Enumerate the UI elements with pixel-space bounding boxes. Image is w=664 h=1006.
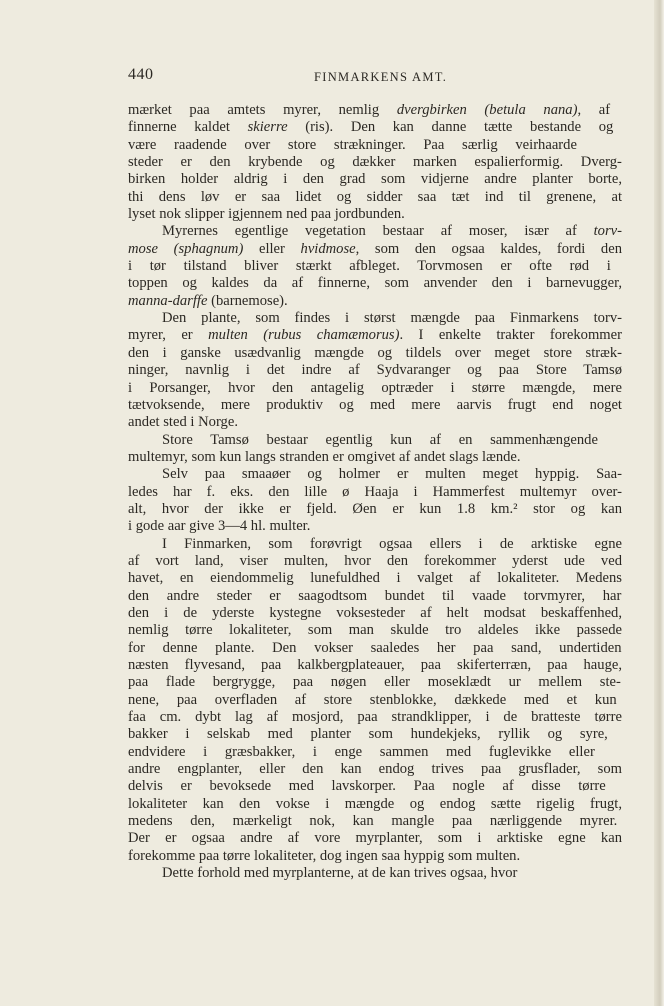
text-line: Dette forhold med myrplanterne, at de kan trives ogsaa, hvor bbox=[162, 865, 518, 882]
text-line: ninger, navnlig i det indre af Sydvaranger og paa Store Tamsø bbox=[128, 362, 622, 379]
text-line: mose (sphagnum) eller hvidmose, som den ogsaa kaldes, fordi den bbox=[128, 240, 622, 257]
text-line: paa flade bergrygge, paa nøgen eller moseklædt ur mellem ste- bbox=[128, 674, 621, 691]
page-number: 440 bbox=[128, 66, 154, 83]
text-line: birken holder aldrig i den grad som vidjerne andre planter borte, bbox=[128, 171, 622, 188]
text-line: andre engplanter, eller den kan endog trives paa grusflader, som bbox=[128, 761, 622, 778]
text-line: ledes har f. eks. den lille ø Haaja i Hammerfest multemyr over- bbox=[128, 483, 622, 500]
text-line: alt, hvor der ikke er fjeld. Øen er kun 1.8 km.² stor og kan bbox=[128, 500, 622, 517]
text-line: forekomme paa tørre lokaliteter, dog ingen saa hyppig som multen. bbox=[128, 847, 521, 864]
text-line: Store Tamsø bestaar egentlig kun af en sammenhængende bbox=[162, 431, 598, 448]
body-text bbox=[128, 102, 622, 882]
text-line: i tør tilstand bliver stærkt afbleget. Torvmosen er ofte rød i bbox=[128, 258, 611, 275]
text-line: tætvoksende, mere produktiv og med mere aarvis frugt end noget bbox=[128, 396, 622, 413]
text-line: Myrernes egentlige vegetation bestaar af moser, især af torv- bbox=[162, 223, 622, 240]
text-line: medens den, mærkeligt nok, kan mangle paa nærliggende myrer. bbox=[128, 813, 618, 830]
text-line: bakker i selskab med planter som hundekjeks, ryllik og syre, bbox=[128, 726, 608, 743]
text-line: af vort land, viser multen, hvor den forekommer yderst ude ved bbox=[128, 552, 622, 569]
text-line: steder er den krybende og dækker marken espalierformig. Dverg- bbox=[128, 154, 622, 171]
page-header bbox=[128, 66, 622, 88]
text-line: multemyr, som kun langs stranden er omgivet af andet slags lænde. bbox=[128, 448, 521, 465]
text-line: lyset nok slipper igjennem ned paa jordbunden. bbox=[128, 206, 405, 223]
running-title: FINMARKENS AMT. bbox=[314, 70, 448, 84]
text-line: den andre steder er saagodtsom bundet til vaade torvmyrer, har bbox=[128, 587, 622, 604]
text-line: andet sted i Norge. bbox=[128, 414, 238, 431]
text-line: manna-darffe (barnemose). bbox=[128, 292, 288, 309]
text-line: myrer, er multen (rubus chamæmorus). I enkelte trakter forekommer bbox=[128, 327, 622, 344]
page-edge bbox=[654, 0, 664, 1006]
text-line: nene, paa overfladen af store stenblokke, dækkede med et kun bbox=[128, 691, 617, 708]
text-line: toppen og kaldes da af finnerne, som anvender den i barnevugger, bbox=[128, 275, 622, 292]
text-line: i Porsanger, hvor den antagelig optræder i større mængde, mere bbox=[128, 379, 622, 396]
text-line: Den plante, som findes i størst mængde paa Finmarkens torv- bbox=[162, 310, 622, 327]
text-line: Selv paa smaaøer og holmer er multen meget hyppig. Saa- bbox=[162, 466, 622, 483]
text-line: være raadende over store strækninger. Paa særlig veirhaarde bbox=[128, 136, 577, 153]
text-line: for denne plante. Den vokser saaledes her paa sand, undertiden bbox=[128, 639, 622, 656]
text-line: faa cm. dybt lag af mosjord, paa strandklipper, i de bratteste tørre bbox=[128, 709, 622, 726]
text-line: næsten flyvesand, paa kalkbergplateauer, paa skiferterræn, paa hauge, bbox=[128, 657, 622, 673]
text-line: delvis er bevoksede med lavskorper. Paa nogle af disse tørre bbox=[128, 778, 606, 795]
text-line: Der er ogsaa andre af vore myrplanter, som i arktiske egne kan bbox=[128, 830, 622, 847]
text-line: havet, en eiendommelig lunefuldhed i valget af lokaliteter. Medens bbox=[128, 570, 622, 587]
text-line: finnerne kaldet skierre (ris). Den kan danne tætte bestande og bbox=[128, 119, 614, 136]
text-line: nemlig tørre lokaliteter, som man skulde tro aldeles ikke passede bbox=[128, 622, 622, 639]
text-line: thi dens løv er saa lidet og sidder saa tæt ind til grenene, at bbox=[128, 188, 622, 205]
text-line: I Finmarken, som forøvrigt ogsaa ellers i de arktiske egne bbox=[162, 535, 622, 552]
text-line: mærket paa amtets myrer, nemlig dvergbirken (betula nana), af bbox=[128, 102, 611, 118]
text-line: endvidere i græsbakker, i enge sammen med fuglevikke eller bbox=[128, 743, 595, 760]
text-line: i gode aar give 3—4 hl. multer. bbox=[128, 518, 311, 535]
text-line: lokaliteter kan den vokse i mængde og endog sætte rigelig frugt, bbox=[128, 795, 622, 812]
text-line: den i ganske usædvanlig mængde og tildels over meget store stræk- bbox=[128, 344, 622, 361]
text-line: den i de yderste kystegne voksesteder af helt modsat beskaffenhed, bbox=[128, 604, 622, 621]
